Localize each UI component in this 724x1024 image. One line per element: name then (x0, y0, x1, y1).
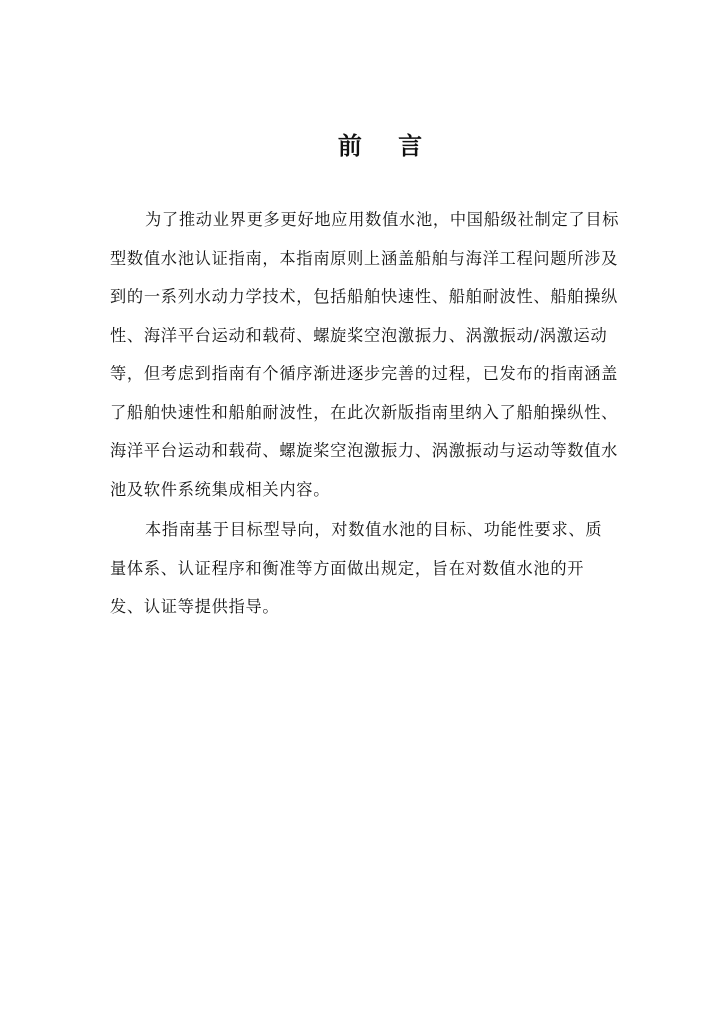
text-line: 发、认证等提供指导。 (110, 597, 280, 616)
text-line: 型数值水池认证指南，本指南原则上涵盖船舶与海洋工程问题所涉及 (110, 248, 619, 268)
text-line: 到的一系列水动力学技术，包括船舶快速性、船舶耐波性、船舶操纵 (110, 287, 619, 306)
text-line: 海洋平台运动和载荷、螺旋桨空泡激振力、涡激振动与运动等数值水 (110, 441, 619, 460)
paragraph-1 (110, 201, 618, 509)
page-title: 前 言 (337, 132, 437, 160)
text-line: 等，但考虑到指南有个循序渐进逐步完善的过程，已发布的指南涵盖 (110, 364, 619, 383)
text-line: 池及软件系统集成相关内容。 (110, 479, 331, 499)
preface-body (110, 201, 618, 627)
text-line: 性、海洋平台运动和载荷、螺旋桨空泡激振力、涡激振动/涡激运动 (110, 325, 608, 345)
paragraph-2 (110, 511, 618, 627)
text-line: 了船舶快速性和船舶耐波性，在此次新版指南里纳入了船舶操纵性、 (110, 402, 619, 422)
text-line: 量体系、认证程序和衡准等方面做出规定，旨在对数值水池的开 (110, 558, 585, 578)
text-line: 为了推动业界更多更好地应用数值水池，中国船级社制定了目标 (145, 210, 620, 229)
text-line: 本指南基于目标型导向，对数值水池的目标、功能性要求、质 (145, 520, 603, 539)
